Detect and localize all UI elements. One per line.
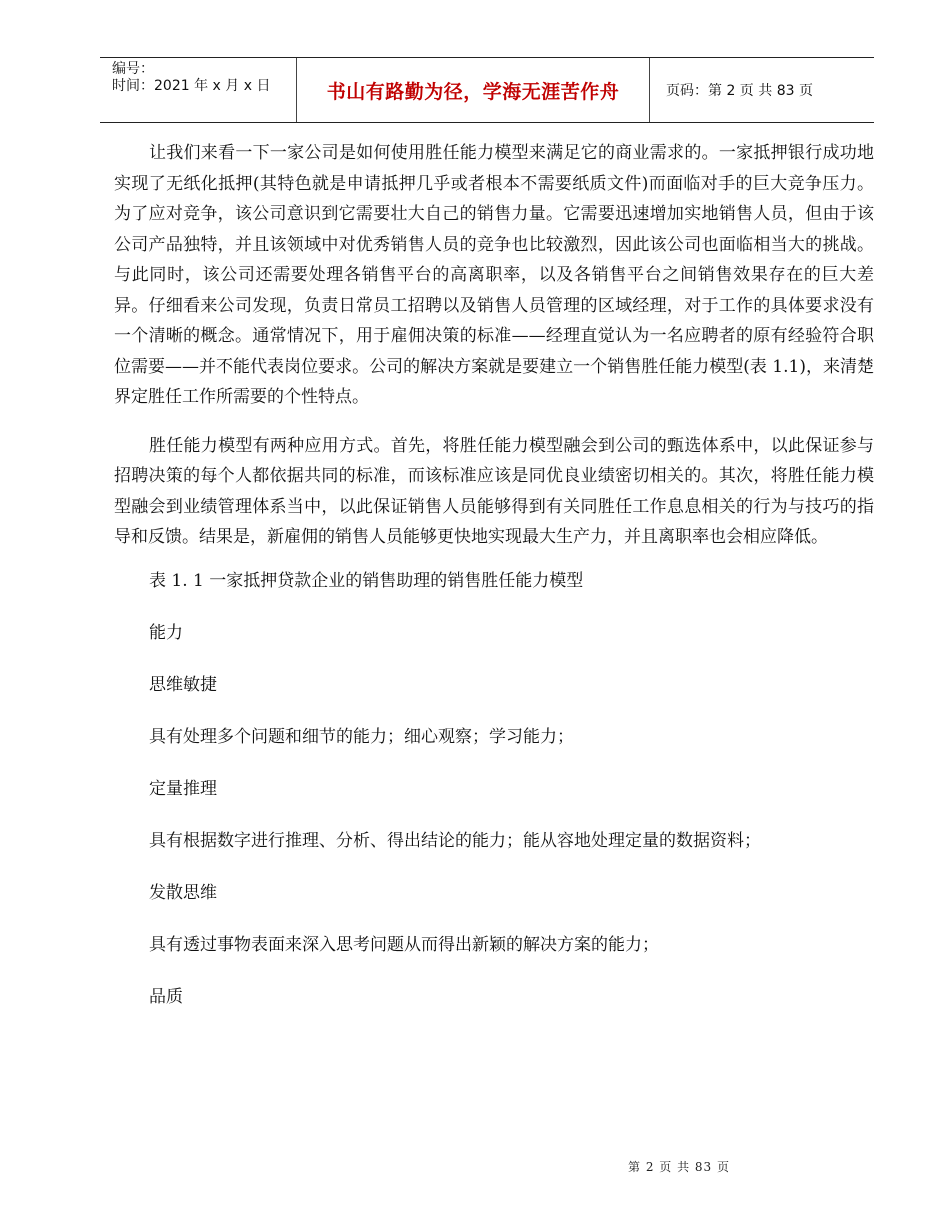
competency-name: 发散思维: [149, 882, 217, 903]
header-page-info: 页码：第 2 页 共 83 页: [666, 83, 813, 99]
header-meta: [100, 58, 296, 122]
competency-name: 思维敏捷: [149, 674, 217, 695]
page-footer: 第 2 页 共 83 页: [628, 1160, 730, 1174]
body-paragraph: 胜任能力模型有两种应用方式。首先，将胜任能力模型融会到公司的甄选体系中，以此保证参与招聘决策的每个人都依据共同的标准，而该标准应该是同优良业绩密切相关的。其次，将胜任能力模型融会到业绩管理体系当中，以此保证销售人员能够得到有关同胜任工作息息相关的行为与技巧的指导和反馈。结果是，新雇佣的销售人员能够更快地实现最大生产力，并且离职率也会相应降低。: [114, 435, 874, 547]
competency-description: 具有处理多个问题和细节的能力；细心观察；学习能力；: [149, 726, 574, 747]
document-number-label: 编号：: [112, 61, 154, 77]
competency-section-heading: 品质: [149, 986, 183, 1007]
body-paragraph: 让我们来看一下一家公司是如何使用胜任能力模型来满足它的商业需求的。一家抵押银行成功地实现了无纸化抵押(其特色就是申请抵押几乎或者根本不需要纸质文件)而面临对手的巨大竞争压力。为了应对竞争，该公司意识到它需要壮大自己的销售力量。它需要迅速增加实地销售人员，但由于该公司产品独特，并且该领域中对优秀销售人员的竞争也比较激烈，因此该公司也面临相当大的挑战。与此同时，该公司还需要处理各销售平台的高离职率，以及各销售平台之间销售效果存在的巨大差异。仔细看来公司发现，负责日常员工招聘以及销售人员管理的区域经理，对于工作的具体要求没有一个清晰的概念。通常情况下，用于雇佣决策的标准——经理直觉认为一名应聘者的原有经验符合职位需要——并不能代表岗位要求。公司的解决方案就是要建立一个销售胜任能力模型(表 1.1)，来清楚界定胜任工作所需要的个性特点。: [114, 143, 874, 407]
competency-description: 具有透过事物表面来深入思考问题从而得出新颖的解决方案的能力；: [149, 934, 659, 955]
header-motto: 书山有路勤为径，学海无涯苦作舟: [296, 58, 650, 122]
document-time-label: 时间：2021 年 x 月 x 日: [112, 78, 271, 94]
competency-section-heading: 能力: [149, 622, 183, 643]
table-caption: 表 1. 1 一家抵押贷款企业的销售助理的销售胜任能力模型: [149, 570, 584, 591]
document-body: [114, 138, 874, 1039]
page-header: [100, 57, 874, 123]
competency-name: 定量推理: [149, 778, 217, 799]
competency-description: 具有根据数字进行推理、分析、得出结论的能力；能从容地处理定量的数据资料；: [149, 830, 761, 851]
